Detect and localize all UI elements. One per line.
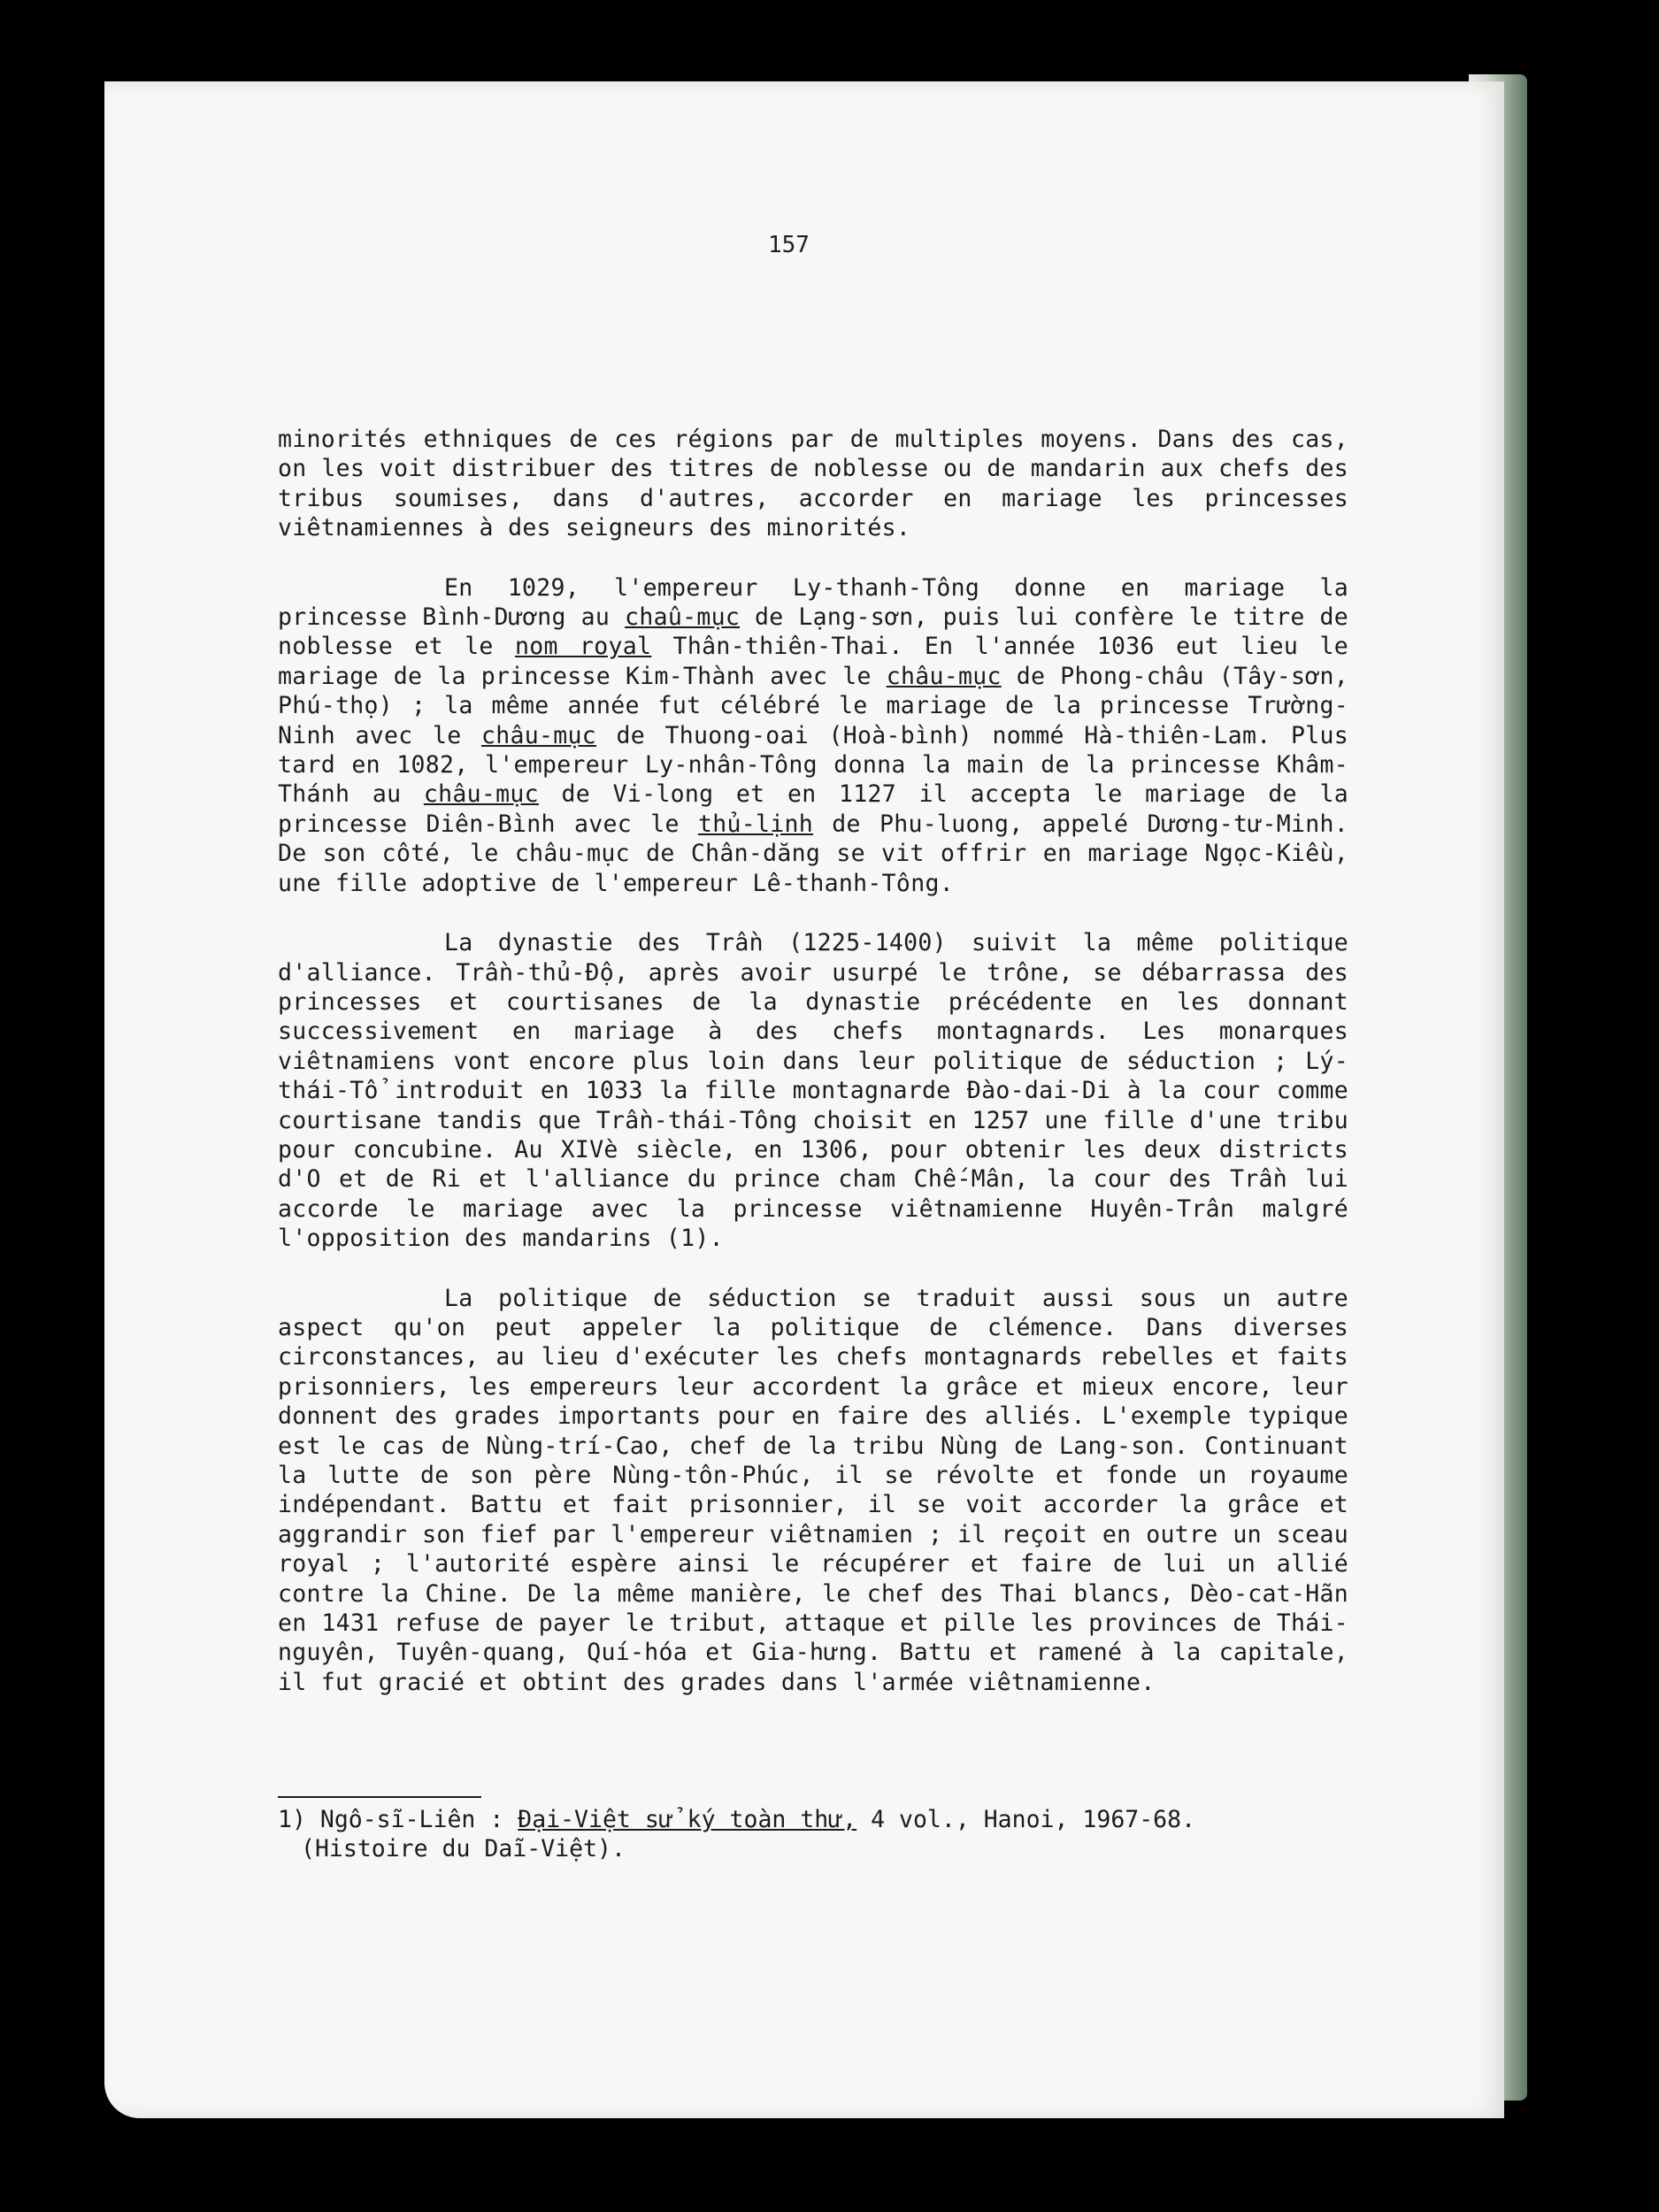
footnote	[278, 1805, 1348, 1864]
paragraph-2	[278, 573, 1348, 898]
footnote-rule	[278, 1796, 481, 1798]
paragraph-3: La dynastie des Trần (1225-1400) suivit la même politique d'alliance. Trần-thủ-Độ, après avoir usurpé le trône, se débarrassa des princesses et courtisanes de la dynastie précédente en les donnant successivement en mariage à des chefs montagnards. Les monarques viêtnamiens vont encore plus loin dans leur politique de séduction ; Lý-thái-Tổ introduit en 1033 la fille montagnarde Đào-dai-Di à la cour comme courtisane tandis que Trần-thái-Tông choisit en 1257 une fille d'une tribu pour concubine. Au XIVè siècle, en 1306, pour obtenir les deux districts d'O et de Ri et l'alliance du prince cham Chế-Mân, la cour des Trần lui accorde le mariage avec la princesse viêtnamienne Huyên-Trân malgré l'opposition des mandarins (1).	[278, 929, 1348, 1253]
paragraph-1: minorités ethniques de ces régions par de multiples moyens. Dans des cas, on les voit distribuer des titres de noblesse ou de mandarin aux chefs des tribus soumises, dans d'autres, accorder en mariage les princesses viêtnamiennes à des seigneurs des minorités.	[278, 426, 1348, 542]
paragraph-4: La politique de séduction se traduit aussi sous un autre aspect qu'on peut appeler la politique de clémence. Dans diverses circonstances, au lieu d'exécuter les chefs montagnards rebelles et faits prisonniers, les empereurs leur accordent la grâce et mieux encore, leur donnent des grades importants pour en faire des alliés. L'exemple typique est le cas de Nùng-trí-Cao, chef de la tribu Nùng de Lang-son. Continuant la lutte de son père Nùng-tôn-Phúc, il se révolte et fonde un royaume indépendant. Battu et fait prisonnier, il se voit accorder la grâce et aggrandir son fief par l'empereur viêtnamien ; il reçoit en outre un sceau royal ; l'autorité espère ainsi le récupérer et faire de lui un allié contre la Chine. De la même manière, le chef des Thai blancs, Dèo-cat-Hãn en 1431 refuse de payer le tribut, attaque et pille les provinces de Thái-nguyên, Tuyên-quang, Quí-hóa et Gia-hưng. Battu et ramené à la capitale, il fut gracié et obtint des grades dans l'armée viêtnamienne.	[278, 1284, 1348, 1696]
text-run: de Lạng-sơn, puis lui confère le titre de noblesse et le	[278, 603, 1348, 661]
footnote-details: 4 vol., Hanoi, 1967-68.	[856, 1806, 1196, 1833]
underlined-term: thủ-lịnh	[697, 810, 814, 838]
footnote-line-2: (Histoire du Daĩ-Việt).	[301, 1835, 626, 1863]
underlined-term: châu-mục	[480, 721, 596, 749]
body-text	[278, 425, 1348, 1727]
underlined-term: nom royal	[514, 633, 652, 661]
text-run: de Phong-châu (Tây-sơn, Phú-thọ) ; la même année fut célébré le mariage de la princesse Trường-Ninh avec le	[278, 662, 1349, 749]
text-run: de Thuong-oai (Hoà-bình) nommé Hà-thiên-Lam. Plus tard en 1082, l'empereur Ly-nhân-Tông donna la main de la princesse Khâm-Thánh au	[278, 721, 1348, 809]
footnote-title: Đại-Việt sử ký toàn thư,	[518, 1806, 857, 1833]
text-run: En 1029, l'empereur Ly-thanh-Tông donne en mariage la princesse Bình-Dương au	[278, 573, 1348, 632]
text-run: Thân-thiên-Thai. En l'année 1036 eut lieu le mariage de la princesse Kim-Thành avec le	[278, 633, 1348, 690]
underlined-term: châu-mục	[886, 662, 1002, 690]
text-run: de Phu-luong, appelé Dương-tư-Minh. De son côté, le châu-mục de Chân-dăng se vit offrir en mariage Ngọc-Kiều, une fille adoptive de l'empereur Lê-thanh-Tông.	[278, 810, 1349, 897]
footnote-lead: 1) Ngô-sĩ-Liên :	[278, 1806, 518, 1833]
text-run: de Vi-long et en 1127 il accepta le mariage de la princesse Diên-Bình avec le	[278, 780, 1349, 838]
underlined-term: châu-mục	[423, 780, 539, 809]
page-number: 157	[768, 232, 810, 258]
underlined-term: chaû-mục	[625, 603, 741, 632]
